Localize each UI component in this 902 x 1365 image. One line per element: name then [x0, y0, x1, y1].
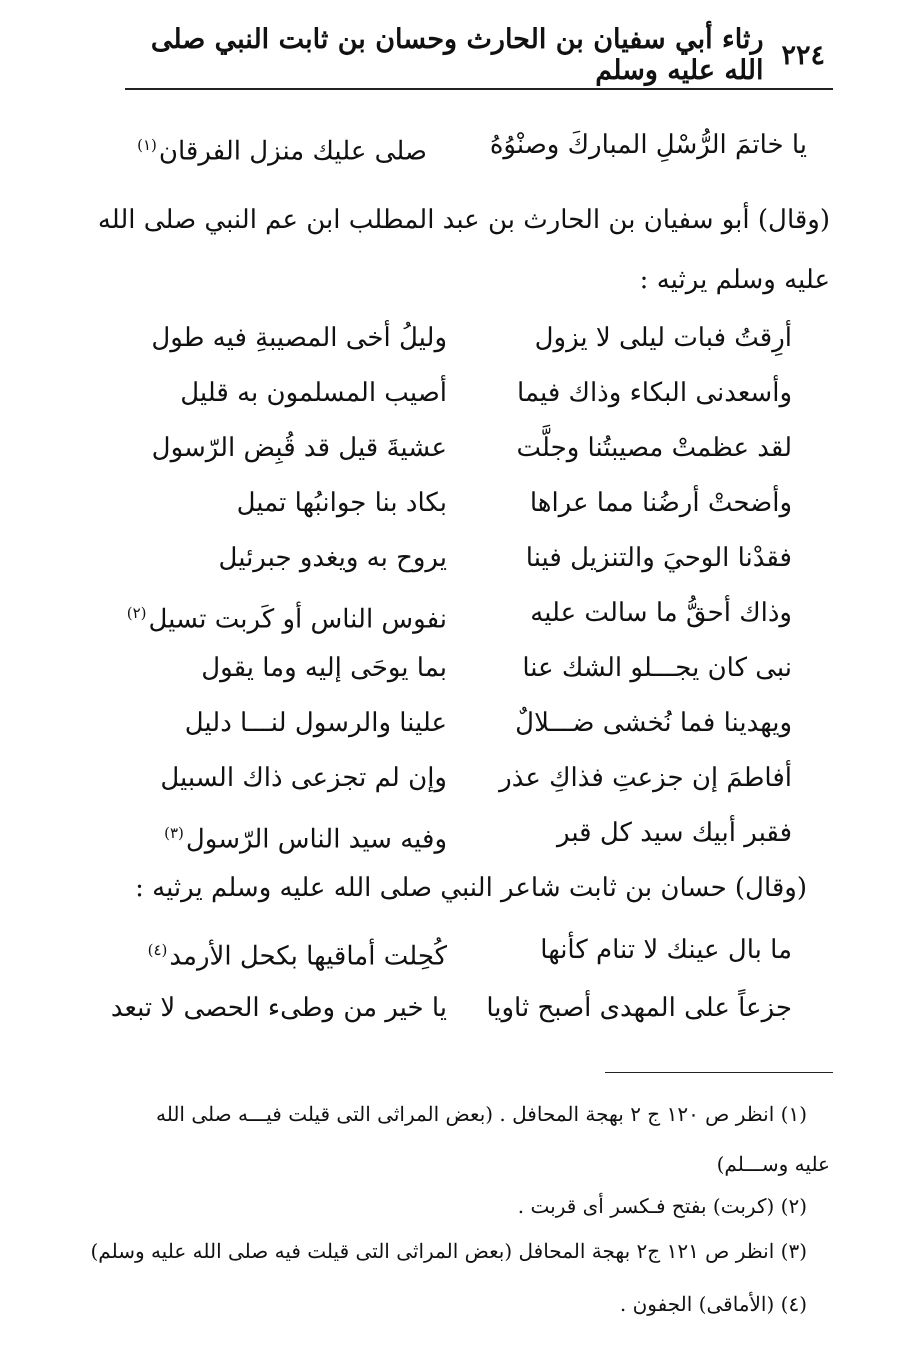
footnote-ref: (٣): [164, 824, 184, 842]
paragraph-2: (وقال) حسان بن ثابت شاعر النبي صلى الله عليه وسلم يرثيه :: [135, 873, 807, 903]
verse-hemistich-left: [111, 988, 447, 1028]
header-rule: [125, 88, 833, 90]
hemistich-text: وفيه سيد الناس الرّسول: [185, 824, 447, 855]
verse-hemistich-right: وذاك أحقُّ ما سالت عليه: [530, 598, 792, 628]
verse-hemistich-right: فقدْنا الوحيَ والتنزيل فينا: [525, 543, 792, 573]
verse-hemistich-right: جزعاً على المهدى أصبح ثاويا: [486, 993, 792, 1023]
page-header: [125, 24, 825, 86]
verse-hemistich-right: أفاطمَ إن جزعتِ فذاكِ عذر: [499, 763, 792, 793]
footnote-rule: [605, 1072, 833, 1073]
footnote-1-line-2: عليه وســـلم): [716, 1152, 830, 1176]
hemistich-text: بما يوحَى إليه وما يقول: [201, 653, 447, 683]
footnote-2: (٢) (كربت) بفتح فـكسر أى قربت .: [517, 1194, 807, 1218]
verse-hemistich-left: [185, 703, 447, 743]
hemistich-text: نفوس الناس أو كَربت تسيل: [148, 604, 447, 635]
paragraph-1-line-1: (وقال) أبو سفيان بن الحارث بن عبد المطلب ابن عم النبي صلى الله: [97, 205, 830, 235]
hemistich-text: عشيةَ قيل قد قُبِض الرّسول: [151, 433, 447, 463]
verse-hemistich-right: نبى كان يجـــلو الشك عنا: [522, 653, 792, 683]
verse-hemistich-left: [219, 538, 447, 578]
verse-hemistich-right: أرِقتُ فبات ليلى لا يزول: [534, 323, 792, 353]
page-number: ٢٢٤: [781, 39, 825, 71]
verse-hemistich-left: [151, 318, 447, 358]
footnote-4: (٤) (الأماقى) الجفون .: [619, 1292, 807, 1316]
verse-hemistich-left: [160, 758, 447, 798]
verse-hemistich-left: [180, 373, 447, 413]
verse-hemistich-left: [164, 813, 447, 860]
hemistich-text: أصيب المسلمون به قليل: [180, 378, 447, 408]
intro-verse-right: يا خاتمَ الرُّسْلِ المباركَ وصنْوُهُ: [489, 130, 807, 160]
footnote-ref: (٢): [126, 604, 147, 622]
verse-hemistich-right: فقبر أبيك سيد كل قبر: [556, 818, 792, 848]
verse-hemistich-right: لقد عظمتْ مصيبتُنا وجلَّت: [516, 433, 792, 463]
hemistich-text: كُحِلت أماقيها بكحل الأرمد: [169, 941, 447, 972]
intro-verse-left: صلى عليك منزل الفرقان$^{(١)}$: [137, 136, 427, 167]
verse-hemistich-right: ويهدينا فما نُخشى ضـــلالٌ: [515, 708, 792, 738]
verse-hemistich-left: [201, 648, 447, 688]
footnote-3: (٣) انظر ص ١٢١ ج٢ بهجة المحافل (بعض المراثى التى قيلت فيه صلى الله عليه وسلم): [90, 1239, 807, 1263]
footnote-ref: (١): [137, 136, 157, 154]
verse-hemistich-left: [152, 428, 447, 468]
verse-hemistich-left: [237, 483, 447, 523]
footnote-1-line-1: (١) انظر ص ١٢٠ ج ٢ بهجة المحافل . (بعض المراثى التى قيلت فيـــه صلى الله: [155, 1102, 807, 1126]
running-title: رثاء أبي سفيان بن الحارث وحسان بن ثابت النبي صلى الله عليه وسلم: [150, 24, 764, 86]
verse-hemistich-left: [148, 930, 447, 977]
verse-hemistich-left: [127, 593, 447, 640]
verse-hemistich-right: وأضحتْ أرضُنا مما عراها: [529, 488, 792, 518]
hemistich-text: يا خير من وطىء الحصى لا تبعد: [110, 993, 447, 1023]
hemistich-text: علينا والرسول لنـــا دليل: [184, 708, 447, 738]
hemistich-text: بكاد بنا جوانبُها تميل: [236, 488, 447, 518]
footnote-ref: (٤): [147, 941, 168, 959]
verse-hemistich-right: ما بال عينك لا تنام كأنها: [540, 935, 792, 965]
paragraph-1-line-2: عليه وسلم يرثيه :: [639, 265, 830, 295]
hemistich-text: يروح به ويغدو جبرئيل: [218, 543, 447, 573]
hemistich-text: وليلُ أخى المصيبةِ فيه طول: [151, 323, 447, 353]
hemistich-text: وإن لم تجزعى ذاك السبيل: [160, 763, 447, 793]
verse-hemistich-right: وأسعدنى البكاء وذاك فيما: [517, 378, 792, 408]
